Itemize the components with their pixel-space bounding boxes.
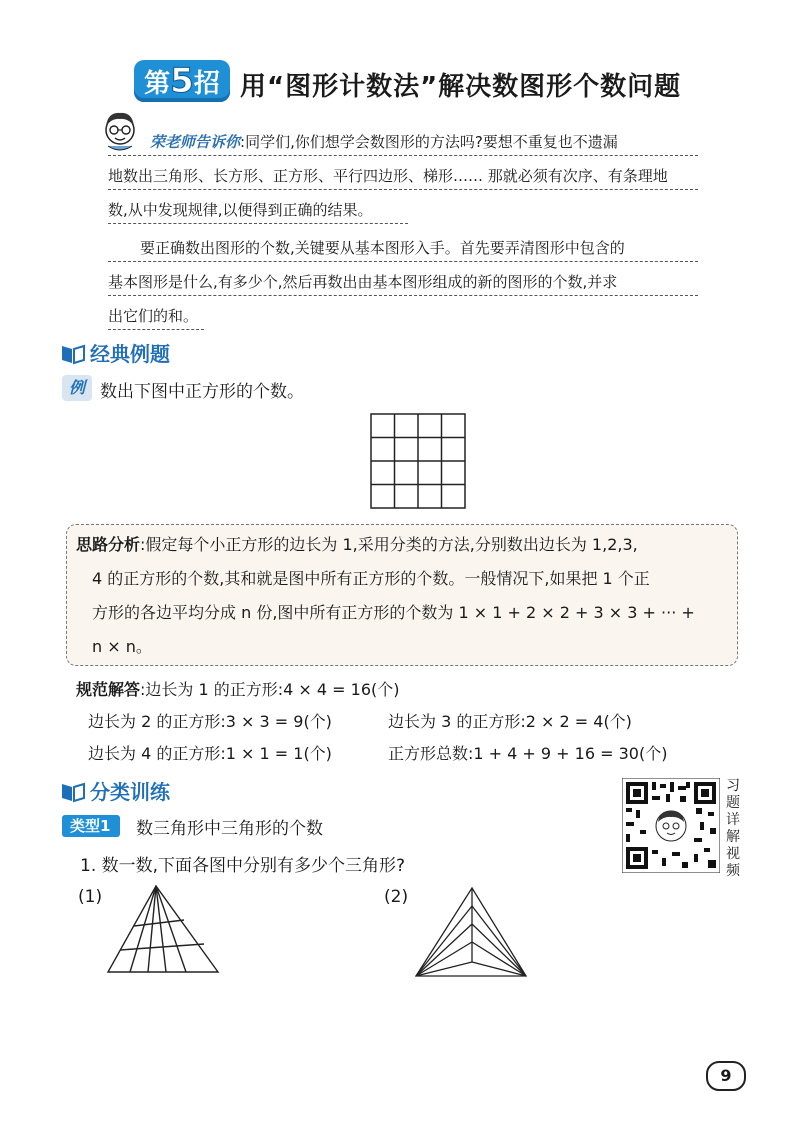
teacher-line-6: 出它们的和。 — [108, 307, 199, 325]
teacher-line-2: 地数出三角形、长方形、正方形、平行四边形、梯形…… 那就必须有次序、有条理地 — [108, 167, 668, 185]
dotted-rule — [108, 155, 698, 156]
answer-line-1 — [76, 677, 400, 700]
figure-2-label: (2) — [384, 887, 409, 907]
badge-suffix: 招 — [193, 69, 220, 99]
analysis-text-1: :假定每个小正方形的边长为 1,采用分类的方法,分别数出边长为 1,2,3, — [140, 535, 638, 554]
example-text: 数出下图中正方形的个数。 — [100, 382, 304, 402]
example-icon: 例 — [62, 375, 92, 401]
book-icon — [60, 343, 86, 365]
badge-number: 5 — [170, 61, 194, 101]
qr-code-icon[interactable] — [622, 778, 720, 873]
section-examples-title: 经典例题 — [90, 342, 170, 366]
teacher-avatar-icon — [98, 108, 142, 152]
analysis-line-2: 4 的正方形的个数,其和就是图中所有正方形的个数。一般情况下,如果把 1 个正 — [92, 569, 650, 588]
teacher-label: 荣老师告诉你 — [150, 133, 241, 151]
type-title: 数三角形中三角形的个数 — [136, 819, 323, 839]
section-training-title: 分类训练 — [90, 780, 170, 804]
analysis-line-1 — [76, 528, 638, 562]
teacher-line-3: 数,从中发现规律,以便得到正确的结果。 — [108, 201, 373, 219]
badge-prefix: 第 — [144, 69, 171, 99]
triangle-figure-1 — [100, 882, 224, 978]
qr-caption: 习题详解视频 — [726, 778, 740, 879]
page-number: 9 — [706, 1061, 746, 1091]
dotted-rule — [108, 261, 698, 262]
dotted-rule — [108, 329, 204, 330]
teacher-text-1: :同学们,你们想学会数图形的方法吗?要想不重复也不遗漏 — [240, 133, 618, 151]
answer-text-1: :边长为 1 的正方形:4 × 4 = 16(个) — [140, 680, 400, 699]
chapter-title: 用“图形计数法”解决数图形个数问题 — [240, 72, 682, 102]
section-training-header — [60, 776, 170, 805]
book-icon — [60, 781, 86, 803]
triangle-figure-2 — [412, 884, 536, 980]
answer-label: 规范解答 — [76, 680, 141, 699]
figure-1-label: (1) — [78, 887, 103, 907]
answer-line-3a: 边长为 4 的正方形:1 × 1 = 1(个) — [88, 744, 332, 763]
analysis-line-4: n × n。 — [92, 637, 152, 656]
teacher-line-1 — [150, 128, 618, 156]
dotted-rule — [108, 295, 698, 296]
dotted-rule — [108, 223, 408, 224]
answer-line-2a: 边长为 2 的正方形:3 × 3 = 9(个) — [88, 712, 332, 731]
square-grid-figure — [370, 413, 466, 509]
analysis-line-3: 方形的各边平均分成 n 份,图中所有正方形的个数为 1 × 1 + 2 × 2 + 3 × 3 + ··· + — [92, 603, 695, 622]
dotted-rule — [108, 189, 698, 190]
type-badge: 类型1 — [62, 815, 120, 837]
teacher-line-5: 基本图形是什么,有多少个,然后再数出由基本图形组成的新的图形的个数,并求 — [108, 273, 618, 291]
section-examples-header — [60, 338, 170, 367]
analysis-label: 思路分析 — [76, 535, 141, 554]
teacher-line-4: 要正确数出图形的个数,关键要从基本图形入手。首先要弄清图形中包含的 — [140, 239, 625, 257]
chapter-badge — [134, 60, 230, 102]
question-1-text: 1. 数一数,下面各图中分别有多少个三角形? — [80, 856, 406, 876]
answer-line-2b: 边长为 3 的正方形:2 × 2 = 4(个) — [388, 712, 632, 731]
answer-line-3b: 正方形总数:1 + 4 + 9 + 16 = 30(个) — [388, 744, 668, 763]
